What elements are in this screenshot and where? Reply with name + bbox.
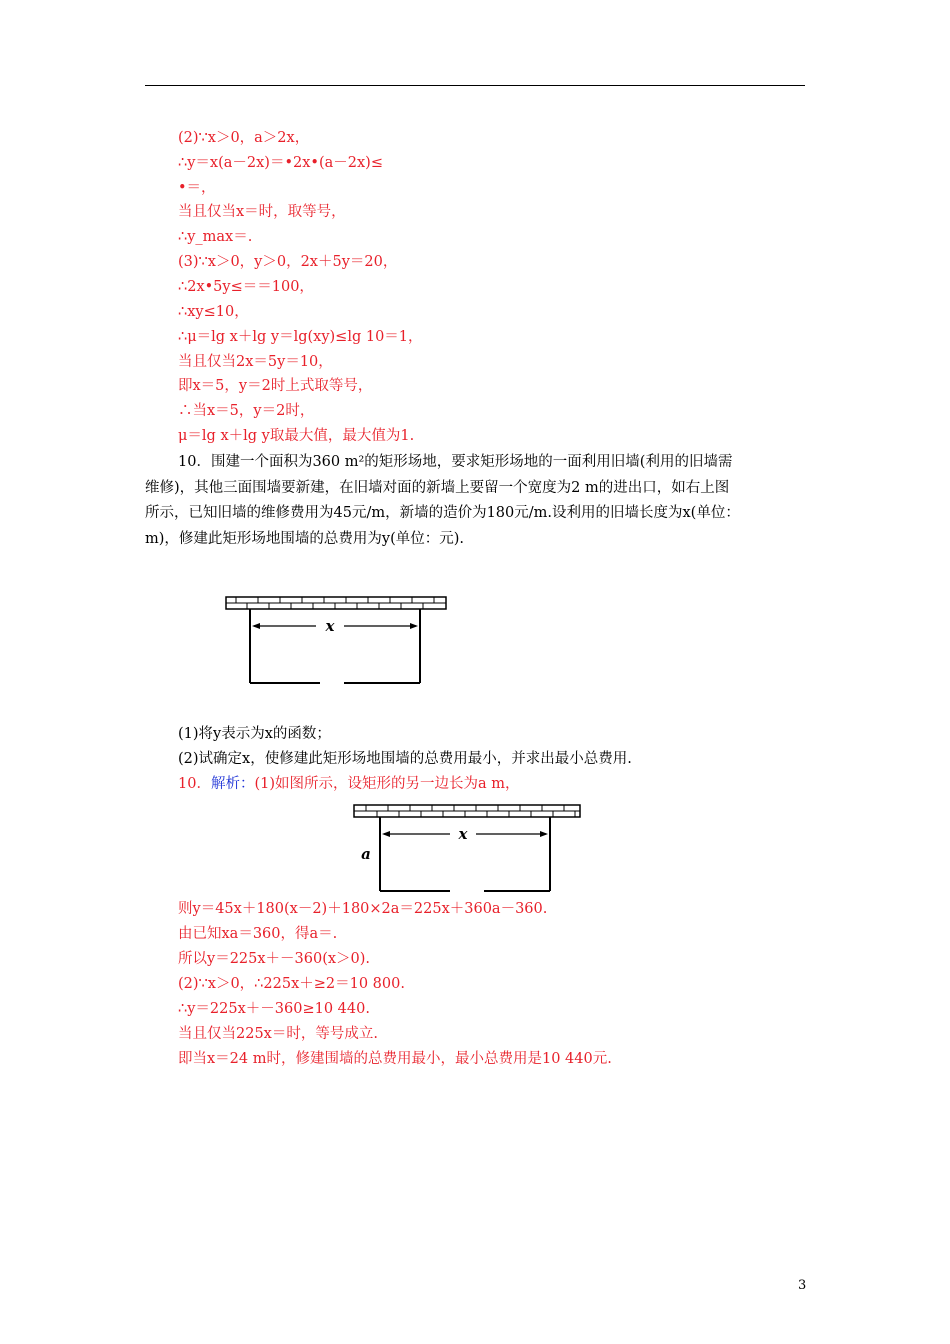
solution-line: 当且仅当225x＝时，等号成立. — [178, 1026, 378, 1042]
solution-heading-text: (1)如图所示，设矩形的另一边长为a m， — [254, 776, 520, 792]
solution-line: 则y＝45x＋180(x－2)＋180×2a＝225x＋360a－360. — [178, 901, 548, 917]
a-length-label: a — [361, 845, 371, 863]
field-diagram-with-a — [352, 803, 584, 895]
solution-line: ∴y＝225x＋－360≥10 440. — [178, 1001, 370, 1017]
page-number: 3 — [798, 1278, 807, 1293]
problem-line: 10．围建一个面积为360 m²的矩形场地，要求矩形场地的一面利用旧墙(利用的旧墙需 — [178, 454, 733, 470]
solution-line: 当且仅当x＝时，取等号， — [178, 204, 346, 220]
solution-10-heading — [178, 774, 520, 794]
question-2: (2)试确定x，使修建此矩形场地围墙的总费用最小，并求出最小总费用. — [178, 751, 632, 767]
x-length-label: x — [458, 825, 468, 843]
solution-line: •＝， — [178, 180, 216, 196]
solution-line: ∴y_max＝. — [178, 229, 253, 245]
solution-line: μ＝lg x＋lg y取最大值，最大值为1. — [178, 428, 415, 444]
solution-line: 当且仅当2x＝5y＝10， — [178, 354, 333, 370]
solution-line: (2)∵x＞0，a＞2x， — [178, 130, 310, 146]
solution-line: ∴y＝x(a－2x)＝•2x•(a－2x)≤ — [178, 155, 383, 171]
solution-line: 所以y＝225x＋－360(x＞0). — [178, 951, 371, 967]
solution-line: ∴μ＝lg x＋lg y＝lg(xy)≤lg 10＝1， — [178, 329, 423, 345]
problem-line: m)，修建此矩形场地围墙的总费用为y(单位：元). — [145, 530, 465, 547]
problem-10-statement — [145, 450, 813, 552]
solution-line: ∴2x•5y≤＝＝100， — [178, 279, 314, 295]
header-rule — [145, 85, 805, 86]
solution-line: ∴xy≤10， — [178, 304, 249, 320]
solution-line: 即当x＝24 m时，修建围墙的总费用最小，最小总费用是10 440元. — [178, 1051, 612, 1067]
solution-label: 解析： — [210, 776, 255, 792]
solution-line: (3)∵x＞0，y＞0，2x＋5y＝20， — [178, 254, 398, 270]
problem-line: 所示，已知旧墙的维修费用为45元/m，新墙的造价为180元/m.设利用的旧墙长度为x(单位： — [145, 505, 740, 521]
question-1: (1)将y表示为x的函数； — [178, 726, 331, 742]
solution-number: 10． — [178, 776, 211, 792]
solution-line: 由已知xa＝360，得a＝. — [178, 926, 338, 942]
solution-line: 即x＝5，y＝2时上式取等号， — [178, 378, 373, 394]
solution-line: (2)∵x＞0，∴225x＋≥2＝10 800. — [178, 976, 405, 992]
problem-line: 维修)，其他三面围墙要新建，在旧墙对面的新墙上要留一个宽度为2 m的进出口，如右上图 — [145, 479, 730, 496]
field-diagram — [224, 595, 450, 690]
x-length-label: x — [325, 617, 335, 635]
solution-line: ∴当x＝5，y＝2时， — [178, 403, 315, 419]
